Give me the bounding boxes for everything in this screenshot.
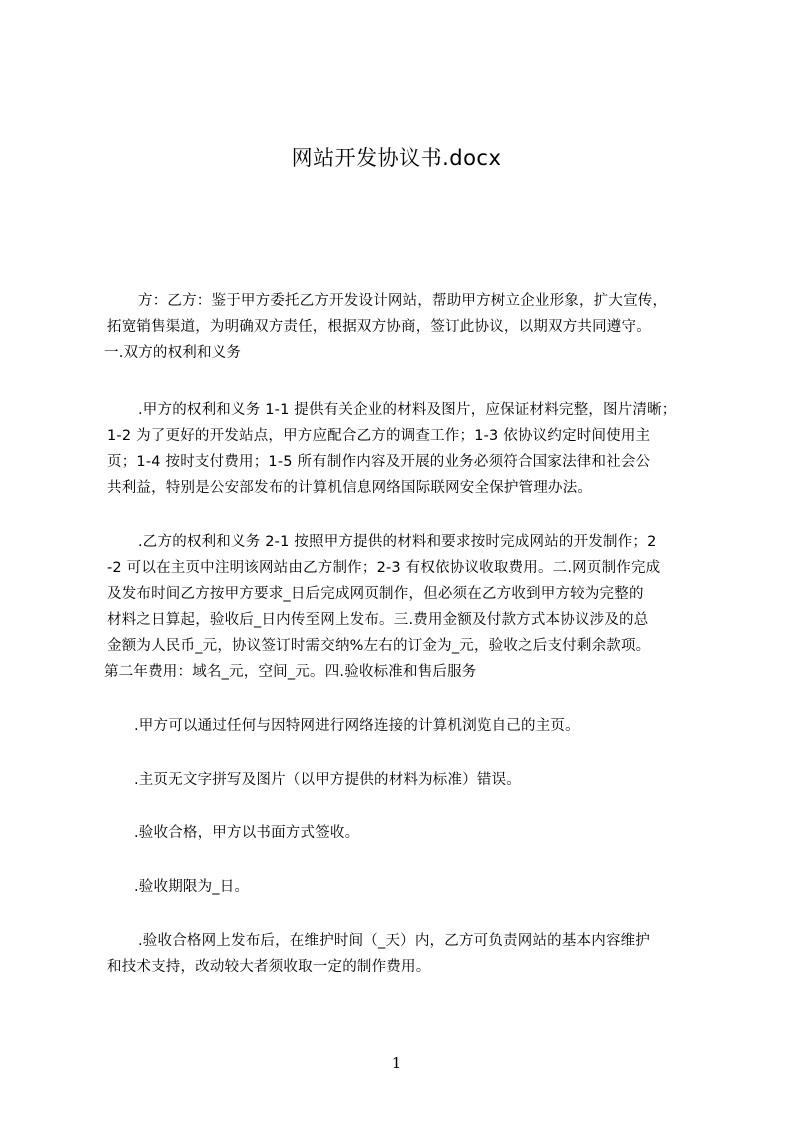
paragraph-line: .验收合格网上发布后，在维护时间（_天）内，乙方可负责网站的基本内容维护 bbox=[138, 933, 651, 949]
list-item: .主页无文字拼写及图片（以甲方提供的材料为标准）错误。 bbox=[134, 772, 522, 788]
paragraph-line: 和技术支持，改动较大者须收取一定的制作费用。 bbox=[107, 959, 431, 975]
paragraph-line: 及发布时间乙方按甲方要求_日后完成网页制作，但必须在乙方收到甲方较为完整的 bbox=[107, 586, 644, 602]
paragraph-line: 第二年费用：域名_元，空间_元。四.验收标准和售后服务 bbox=[104, 664, 477, 680]
paragraph-line: 拓宽销售渠道，为明确双方责任，根据双方协商，签订此协议，以期双方共同遵守。 bbox=[107, 319, 651, 335]
paragraph-line: 方：乙方：鉴于甲方委托乙方开发设计网站，帮助甲方树立企业形象，扩大宣传， bbox=[138, 293, 668, 309]
paragraph-line: 金额为人民币_元，协议签订时需交纳%左右的订金为_元，验收之后支付剩余款项。 bbox=[107, 638, 651, 654]
paragraph-line: 1-2 为了更好的开发站点，甲方应配合乙方的调查工作；1-3 依协议约定时间使用主 bbox=[107, 428, 651, 444]
list-item: .验收合格，甲方以书面方式签收。 bbox=[134, 825, 360, 841]
list-item: .验收期限为_日。 bbox=[134, 879, 250, 895]
paragraph-line: 材料之日算起，验收后_日内传至网上发布。三.费用金额及付款方式本协议涉及的总 bbox=[107, 612, 649, 628]
paragraph-line: 共利益，特别是公安部发布的计算机信息网络国际联网安全保护管理办法。 bbox=[107, 480, 593, 496]
document-title: 网站开发协议书.docx bbox=[291, 146, 502, 170]
paragraph-line: 页；1-4 按时支付费用；1-5 所有制作内容及开展的业务必须符合国家法律和社会公 bbox=[107, 454, 651, 470]
paragraph-line: -2 可以在主页中注明该网站由乙方制作；2-3 有权依协议收取费用。二.网页制作完成 bbox=[107, 560, 661, 576]
paragraph-line: .乙方的权利和义务 2-1 按照甲方提供的材料和要求按时完成网站的开发制作；2 bbox=[138, 534, 657, 550]
list-item: .甲方可以通过任何与因特网进行网络连接的计算机浏览自己的主页。 bbox=[134, 718, 580, 734]
paragraph-line: .甲方的权利和义务 1-1 提供有关企业的材料及图片，应保证材料完整，图片清晰； bbox=[138, 402, 677, 418]
section-heading: 一.双方的权利和义务 bbox=[104, 345, 242, 361]
page-number: 1 bbox=[391, 1054, 402, 1072]
